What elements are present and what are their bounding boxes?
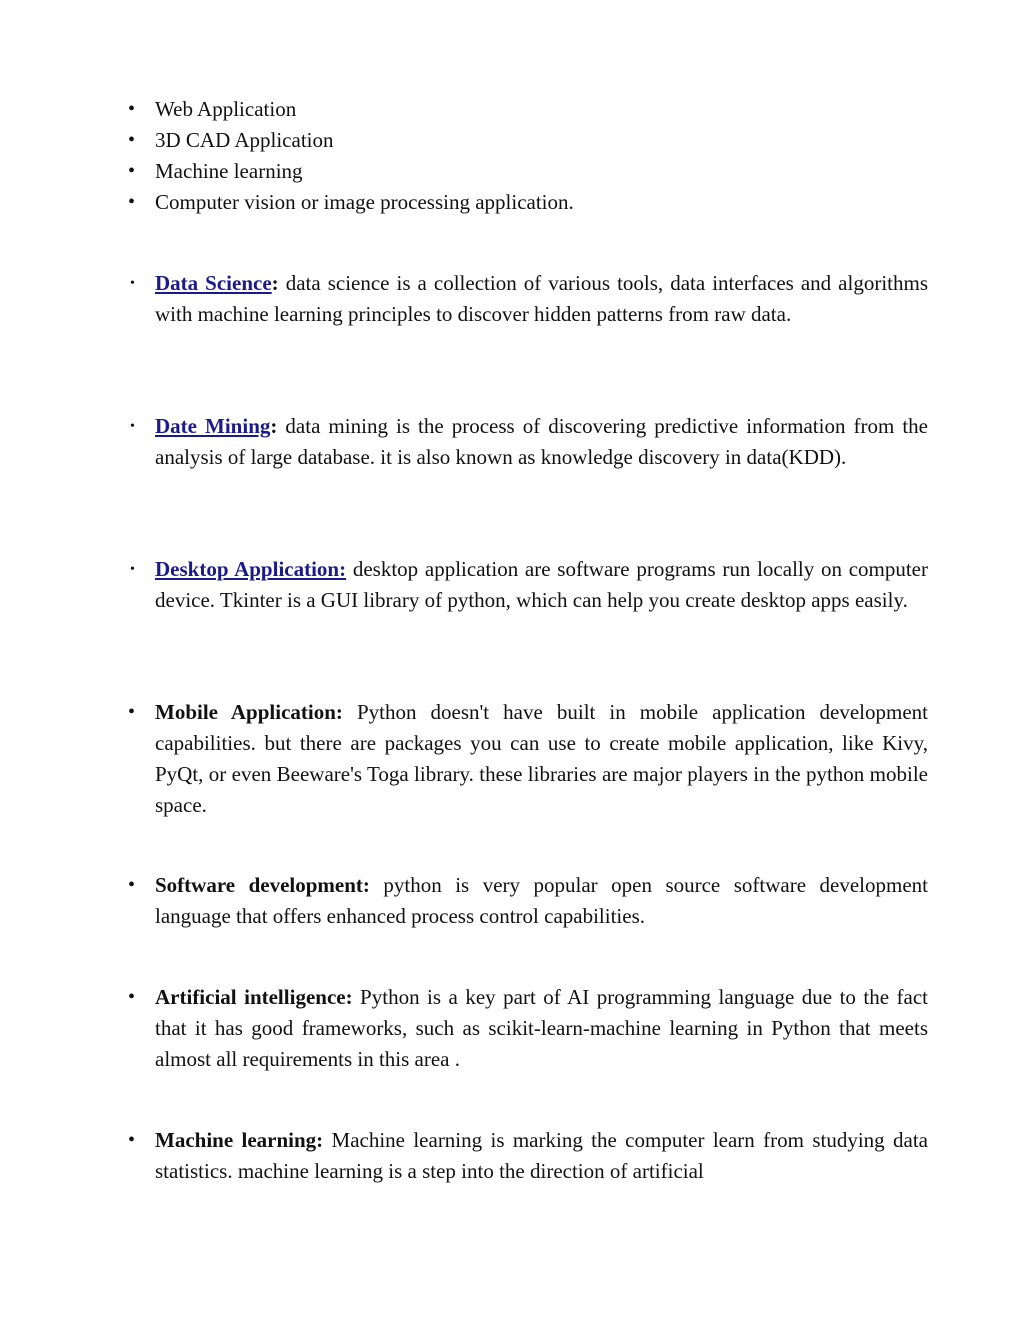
date-mining-link[interactable]: Date Mining bbox=[155, 414, 271, 438]
entry-date-mining bbox=[155, 411, 928, 473]
entry-software-development bbox=[155, 870, 928, 932]
bullet-icon: • bbox=[130, 276, 135, 291]
bullet-icon: • bbox=[128, 98, 136, 120]
entry-artificial-intelligence bbox=[155, 982, 928, 1075]
entry-text: Python is a key part of AI programming language due to the fact that it has good frameworks, such as scikit-learn-machine learning in Python that meets almost all requirements in this area . bbox=[155, 985, 928, 1071]
desktop-application-link[interactable]: Desktop Application: bbox=[155, 557, 347, 581]
bullet-icon: • bbox=[128, 1129, 136, 1151]
entry-machine-learning bbox=[155, 1125, 928, 1187]
entry-text: desktop application are software programs run locally on computer device. Tkinter is a GUI library of python, which can help you create desktop apps easily. bbox=[155, 557, 928, 612]
data-science-link[interactable]: Data Science bbox=[155, 271, 272, 295]
entry-desktop-application bbox=[155, 554, 928, 616]
bullet-icon: • bbox=[128, 986, 136, 1008]
entry-text: python is very popular open source software development language that offers enhanced process control capabilities. bbox=[155, 873, 928, 928]
entry-mobile-application bbox=[155, 697, 928, 821]
list-item: Machine learning bbox=[155, 159, 303, 183]
bullet-icon: • bbox=[130, 419, 135, 434]
entry-data-science bbox=[155, 268, 928, 330]
bullet-icon: • bbox=[128, 191, 136, 213]
bullet-icon: • bbox=[128, 701, 136, 723]
bullet-icon: • bbox=[128, 874, 136, 896]
list-item: Computer vision or image processing application. bbox=[155, 190, 574, 214]
entry-text: data mining is the process of discovering predictive information from the analysis of large database. it is also known as knowledge discovery in data(KDD). bbox=[155, 414, 929, 469]
bullet-icon: • bbox=[128, 160, 136, 182]
entry-text: Python doesn't have built in mobile application development capabilities. but there are packages you can use to create mobile application, like Kivy, PyQt, or even Beeware's Toga library. these libraries are major players in the python mobile space. bbox=[155, 700, 928, 817]
entry-text: data science is a collection of various tools, data interfaces and algorithms with machine learning principles to discover hidden patterns from raw data. bbox=[155, 271, 929, 326]
bullet-icon: • bbox=[130, 562, 135, 577]
entry-text: Machine learning is marking the computer learn from studying data statistics. machine learning is a step into the direction of artificial bbox=[155, 1128, 928, 1183]
entry-separator: : bbox=[271, 271, 279, 295]
bullet-icon: • bbox=[128, 129, 136, 151]
entry-term: Mobile Application: bbox=[155, 700, 343, 724]
entry-term: Machine learning: bbox=[155, 1128, 324, 1152]
list-item: Web Application bbox=[155, 97, 297, 121]
list-item: 3D CAD Application bbox=[155, 128, 334, 152]
entry-term: Software development: bbox=[155, 873, 370, 897]
entry-term: Artificial intelligence: bbox=[155, 985, 353, 1009]
entry-separator: : bbox=[270, 414, 278, 438]
